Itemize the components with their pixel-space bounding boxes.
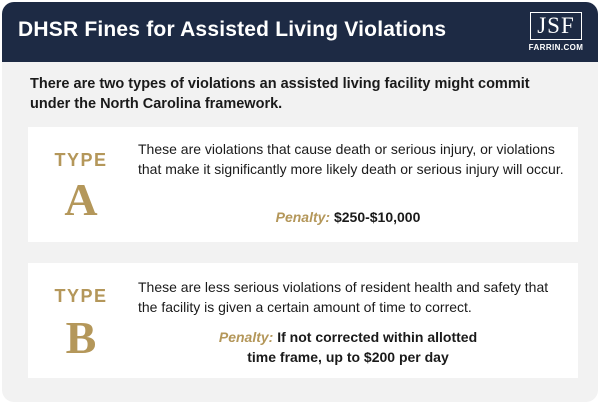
type-b-letter: B [65, 312, 97, 363]
type-a-label: TYPE [54, 150, 108, 170]
intro-text: There are two types of violations an assisted living facility might commit under the North Carolina framework. [30, 76, 530, 112]
logo-subtitle: FARRIN.COM [528, 43, 584, 52]
type-a-description: These are violations that cause death or serious injury, or violations that make it significantly more likely death or serious injury will occur. [138, 141, 564, 177]
type-b-penalty [138, 327, 558, 367]
type-b-description: These are less serious violations of resident health and safety that the facility is given a certain amount of time to correct. [138, 279, 549, 315]
type-a-penalty-label: Penalty: [275, 209, 331, 225]
type-a-letter: A [64, 174, 98, 225]
logo-mark: JSF [530, 12, 582, 40]
type-b-penalty-value-line1: If not corrected within allotted [277, 329, 478, 345]
header-bar [2, 2, 598, 62]
type-b-label: TYPE [54, 286, 108, 306]
type-a-penalty-value: $250-$10,000 [333, 209, 421, 225]
type-a-penalty [138, 207, 558, 227]
page-title: DHSR Fines for Assisted Living Violations [18, 18, 447, 41]
type-b-penalty-line1 [138, 327, 558, 347]
infographic-card [2, 2, 598, 402]
type-b-penalty-value-line2: time frame, up to $200 per day [247, 349, 449, 365]
type-b-penalty-label: Penalty: [218, 329, 274, 345]
farrin-logo [528, 12, 584, 56]
type-b-panel [28, 263, 578, 378]
type-a-panel [28, 127, 578, 242]
